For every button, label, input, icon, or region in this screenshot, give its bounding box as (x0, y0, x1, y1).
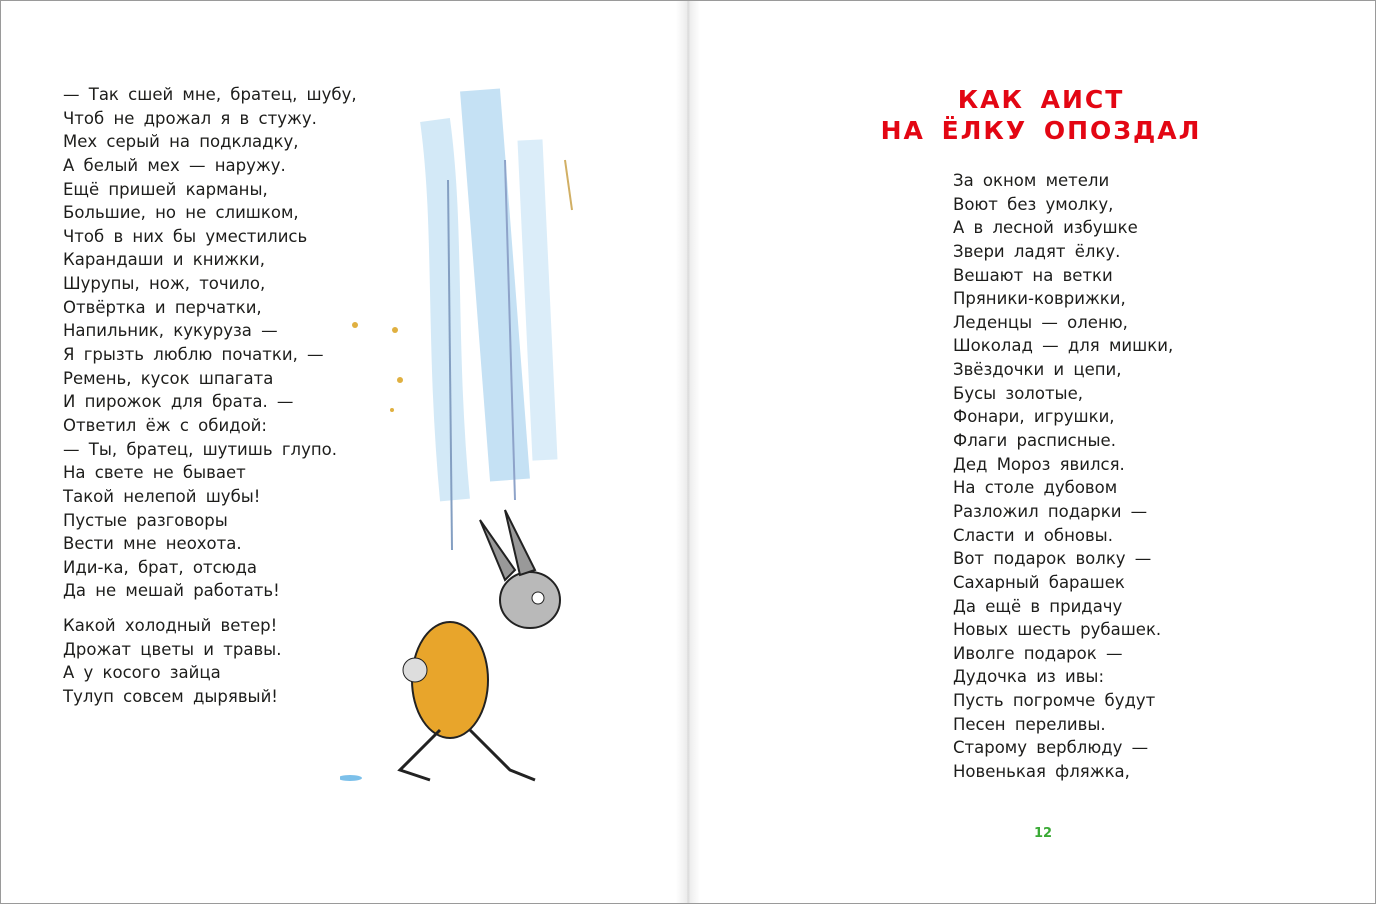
poem-line: А у косого зайца (63, 663, 221, 683)
poem-line: Дрожат цветы и травы. (63, 639, 282, 659)
poem-line: Старому верблюду — (953, 738, 1149, 758)
snowy-trees (435, 90, 572, 550)
poem-line: Такой нелепой шубы! (63, 486, 261, 506)
poem-line: Вот подарок волку — (953, 549, 1152, 569)
hare (400, 510, 560, 780)
poem-title (687, 84, 1376, 146)
poem-line: Новенькая фляжка, (953, 762, 1130, 782)
poem-line: Ответил ёж с обидой: (63, 415, 267, 435)
poem-line: Леденцы — оленю, (953, 312, 1128, 332)
poem-line: Песен переливы. (953, 714, 1106, 734)
poem-line: Да ещё в придачу (953, 596, 1123, 616)
poem-line: Чтоб в них бы уместились (63, 226, 308, 246)
poem-line: Разложил подарки — (953, 501, 1148, 521)
poem-line: Ремень, кусок шпагата (63, 368, 274, 388)
poem-line: Пустые разговоры (63, 510, 228, 530)
poem-line: Новых шесть рубашек. (953, 620, 1162, 640)
poem-line: Сласти и обновы. (953, 525, 1113, 545)
poem-line: А в лесной избушке (953, 218, 1138, 238)
poem-line: Мех серый на подкладку, (63, 132, 299, 152)
poem-line: Да не мешай работать! (63, 581, 280, 601)
poem-line: Звёздочки и цепи, (953, 360, 1122, 380)
poem-line: Тулуп совсем дырявый! (63, 687, 278, 707)
poem-line: Дед Мороз явился. (953, 454, 1125, 474)
poem-line: Карандаши и книжки, (63, 250, 266, 270)
poem-line: Чтоб не дрожал я в стужу. (63, 108, 317, 128)
right-poem (953, 169, 1173, 784)
poem-line: Пусть погромче будут (953, 691, 1156, 711)
title-line-1: КАК АИСТ (957, 85, 1125, 114)
poem-line: — Ты, братец, шутишь глупо. (63, 439, 337, 459)
poem-line: На столе дубовом (953, 478, 1118, 498)
poem-line: Шурупы, нож, точило, (63, 274, 266, 294)
poem-line: Дудочка из ивы: (953, 667, 1105, 687)
poem-line: За окном метели (953, 171, 1110, 190)
poem-line: Пряники-коврижки, (953, 289, 1126, 309)
poem-line: Шоколад — для мишки, (953, 336, 1174, 356)
leaves (352, 322, 403, 412)
poem-line: Воют без умолку, (953, 194, 1114, 214)
poem-line: Какой холодный ветер! (63, 616, 278, 636)
poem-line: Большие, но не слишком, (63, 203, 299, 223)
page-number: 12 (1034, 826, 1053, 841)
poem-line: Флаги расписные. (953, 431, 1116, 451)
poem-line: Бусы золотые, (953, 383, 1083, 403)
hare-in-winter-illustration (340, 80, 580, 800)
snow-tracks (340, 770, 362, 783)
poem-line: И пирожок для брата. — (63, 392, 294, 412)
poem-line: Я грызть люблю початки, — (63, 345, 324, 365)
poem-line: Ещё пришей карманы, (63, 179, 268, 199)
poem-line: Вешают на ветки (953, 265, 1113, 285)
poem-line: А белый мех — наружу. (63, 155, 286, 175)
stanza-break (63, 603, 357, 614)
left-poem (63, 83, 357, 709)
poem-line: — Так сшей мне, братец, шубу, (63, 85, 357, 104)
poem-line: Напильник, кукуруза — (63, 321, 278, 341)
poem-line: Сахарный барашек (953, 572, 1125, 592)
poem-line: На свете не бывает (63, 463, 246, 483)
title-line-2: НА ЁЛКУ ОПОЗДАЛ (880, 116, 1202, 145)
poem-line: Отвёртка и перчатки, (63, 297, 262, 317)
poem-line: Фонари, игрушки, (953, 407, 1115, 427)
poem-line: Звери ладят ёлку. (953, 241, 1121, 261)
poem-line: Вести мне неохота. (63, 534, 242, 554)
poem-line: Иди-ка, брат, отсюда (63, 557, 258, 577)
poem-line: Иволге подарок — (953, 643, 1123, 663)
